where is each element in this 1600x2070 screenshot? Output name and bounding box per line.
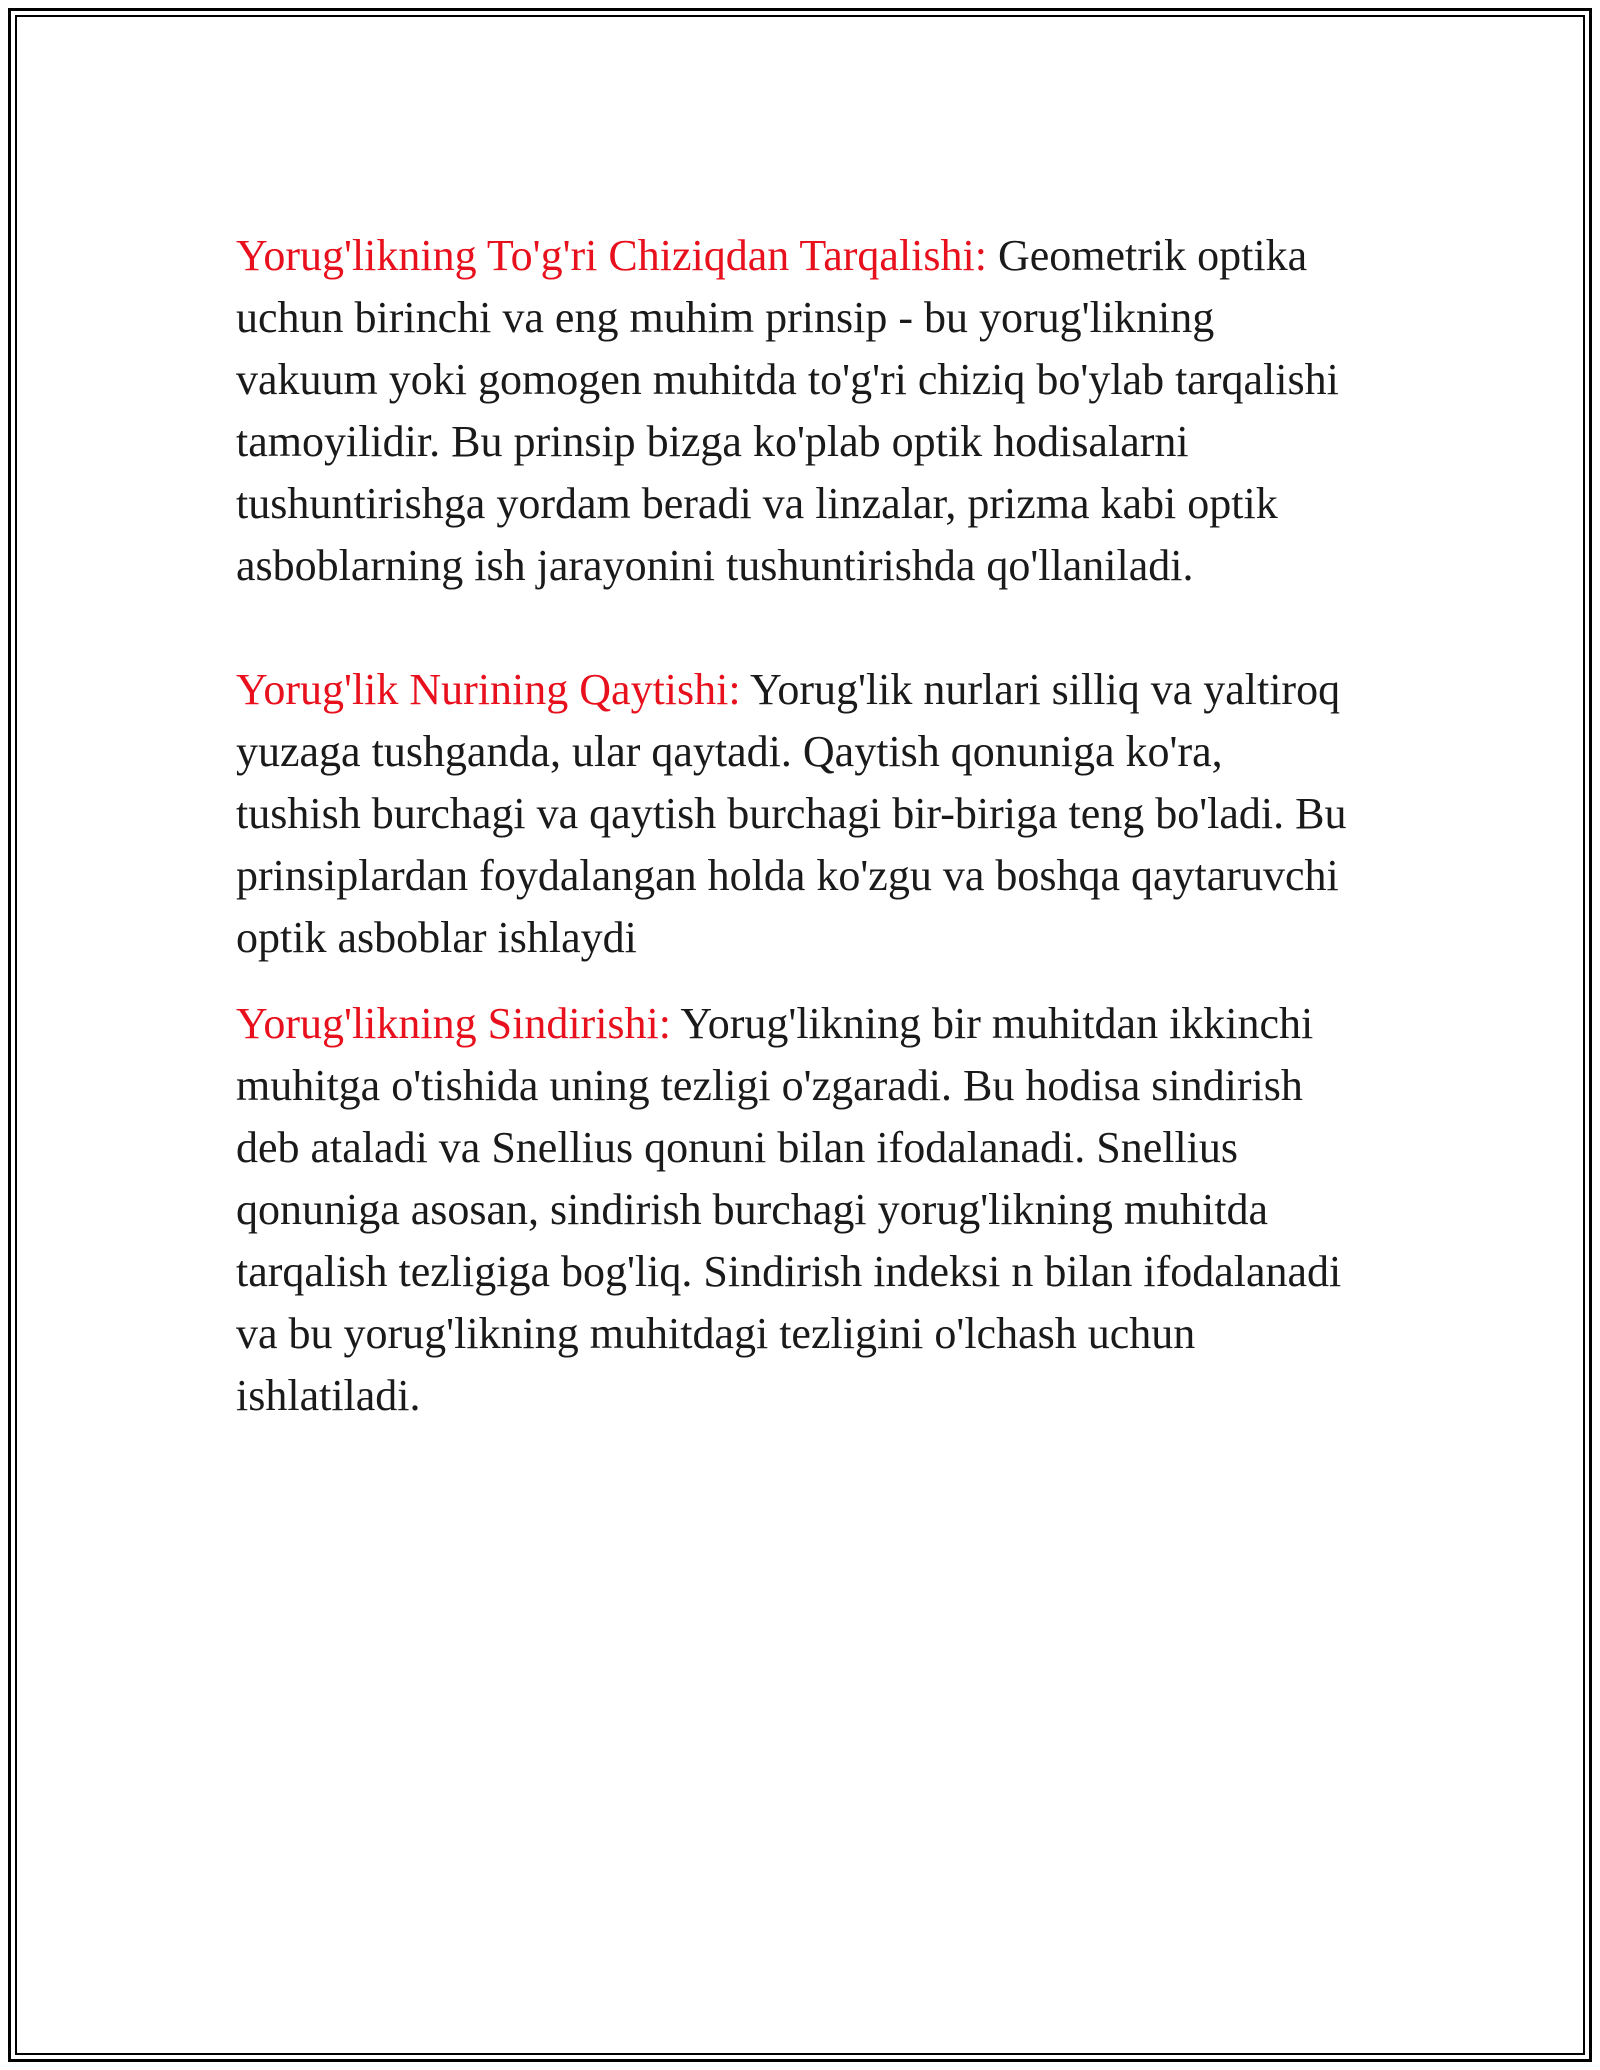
paragraph-straight-line-propagation [236, 225, 1356, 597]
paragraph-refraction [236, 993, 1356, 1427]
paragraph-reflection [236, 659, 1356, 969]
paragraph-heading: Yorug'lik Nurining Qaytishi: [236, 665, 741, 714]
paragraph-text: Yorug'likning bir muhitdan ikkinchi muhitga o'tishida uning tezligi o'zgaradi. Bu hodisa sindirish deb ataladi va Snellius qonuni bilan ifodalanadi. Snellius qonuniga asosan, sindirish burchagi yorug'likning muhitda tarqalish tezligiga bog'liq. Sindirish indeksi n bilan ifodalanadi va bu yorug'likning muhitdagi tezligini o'lchash uchun ishlatiladi. [236, 999, 1342, 1420]
document-body [236, 225, 1356, 1427]
paragraph-heading: Yorug'likning Sindirishi: [236, 999, 671, 1048]
paragraph-text: Yorug'lik nurlari silliq va yaltiroq yuzaga tushganda, ular qaytadi. Qaytish qonuniga ko'ra, tushish burchagi va qaytish burchagi bir-biriga teng bo'ladi. Bu prinsiplardan foydalangan holda ko'zgu va boshqa qaytaruvchi optik asboblar ishlaydi [236, 665, 1347, 962]
paragraph-heading: Yorug'likning To'g'ri Chiziqdan Tarqalishi: [236, 231, 987, 280]
paragraph-text: Geometrik optika uchun birinchi va eng muhim prinsip - bu yorug'likning vakuum yoki gomogen muhitda to'g'ri chiziq bo'ylab tarqalishi tamoyilidir. Bu prinsip bizga ko'plab optik hodisalarni tushuntirishga yordam beradi va linzalar, prizma kabi optik asboblarning ish jarayonini tushuntirishda qo'llaniladi. [236, 231, 1339, 590]
